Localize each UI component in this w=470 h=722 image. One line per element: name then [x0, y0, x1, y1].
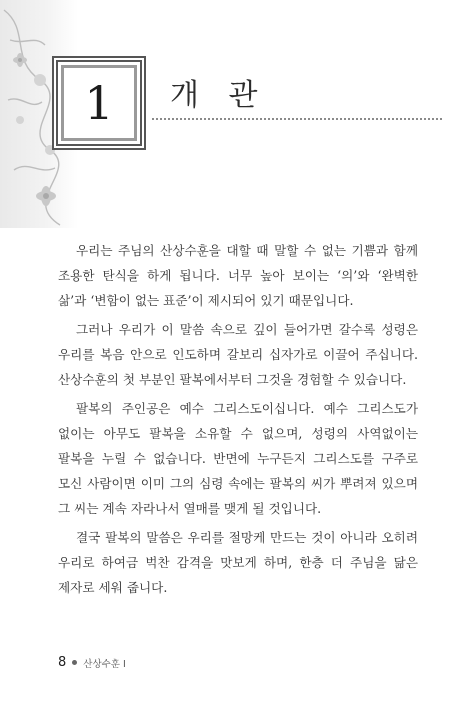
paragraph: 우리는 주님의 산상수훈을 대할 때 말할 수 없는 기쁨과 함께 조용한 탄식을 하게 됩니다. 너무 높아 보이는 ‘의’와 ‘완벽한 삶’과 ‘변함이 없는 표준’이 제시되어 있기 때문입니다. — [58, 243, 418, 308]
paragraph: 팔복의 주인공은 예수 그리스도이십니다. 예수 그리스도가 없이는 아무도 팔복을 소유할 수 없으며, 성령의 사역없이는 팔복을 누릴 수 없습니다. 반면에 누구든지 그리스도를 구주로 모신 사람이면 이미 그의 심령 속에는 팔복의 씨가 뿌려져 있으며 그 씨는 계속 자라나서 열매를 맺게 될 것입니다. — [58, 401, 418, 516]
body-text — [58, 238, 418, 604]
running-head: 산상수훈 I — [83, 658, 126, 670]
paragraph: 결국 팔복의 말씀은 우리를 절망케 만드는 것이 아니라 오히려 우리로 하여금 벅찬 감격을 맛보게 하며, 한층 더 주님을 닮은 제자로 세워 줍니다. — [58, 530, 418, 595]
chapter-number: 1 — [84, 76, 114, 130]
title-divider — [152, 118, 442, 120]
paragraph: 그러나 우리가 이 말씀 속으로 깊이 들어가면 갈수록 성령은 우리를 복음 안으로 인도하며 갈보리 십자가로 이끌어 주십니다. 산상수훈의 첫 부분인 팔복에서부터 그것을 경험할 수 있습니다. — [58, 322, 418, 387]
ornamental-frame-icon — [52, 56, 146, 150]
chapter-title: 개 관 — [170, 78, 268, 113]
page-footer — [58, 655, 126, 670]
bullet-icon — [72, 660, 77, 665]
page-number: 8 — [58, 655, 67, 670]
